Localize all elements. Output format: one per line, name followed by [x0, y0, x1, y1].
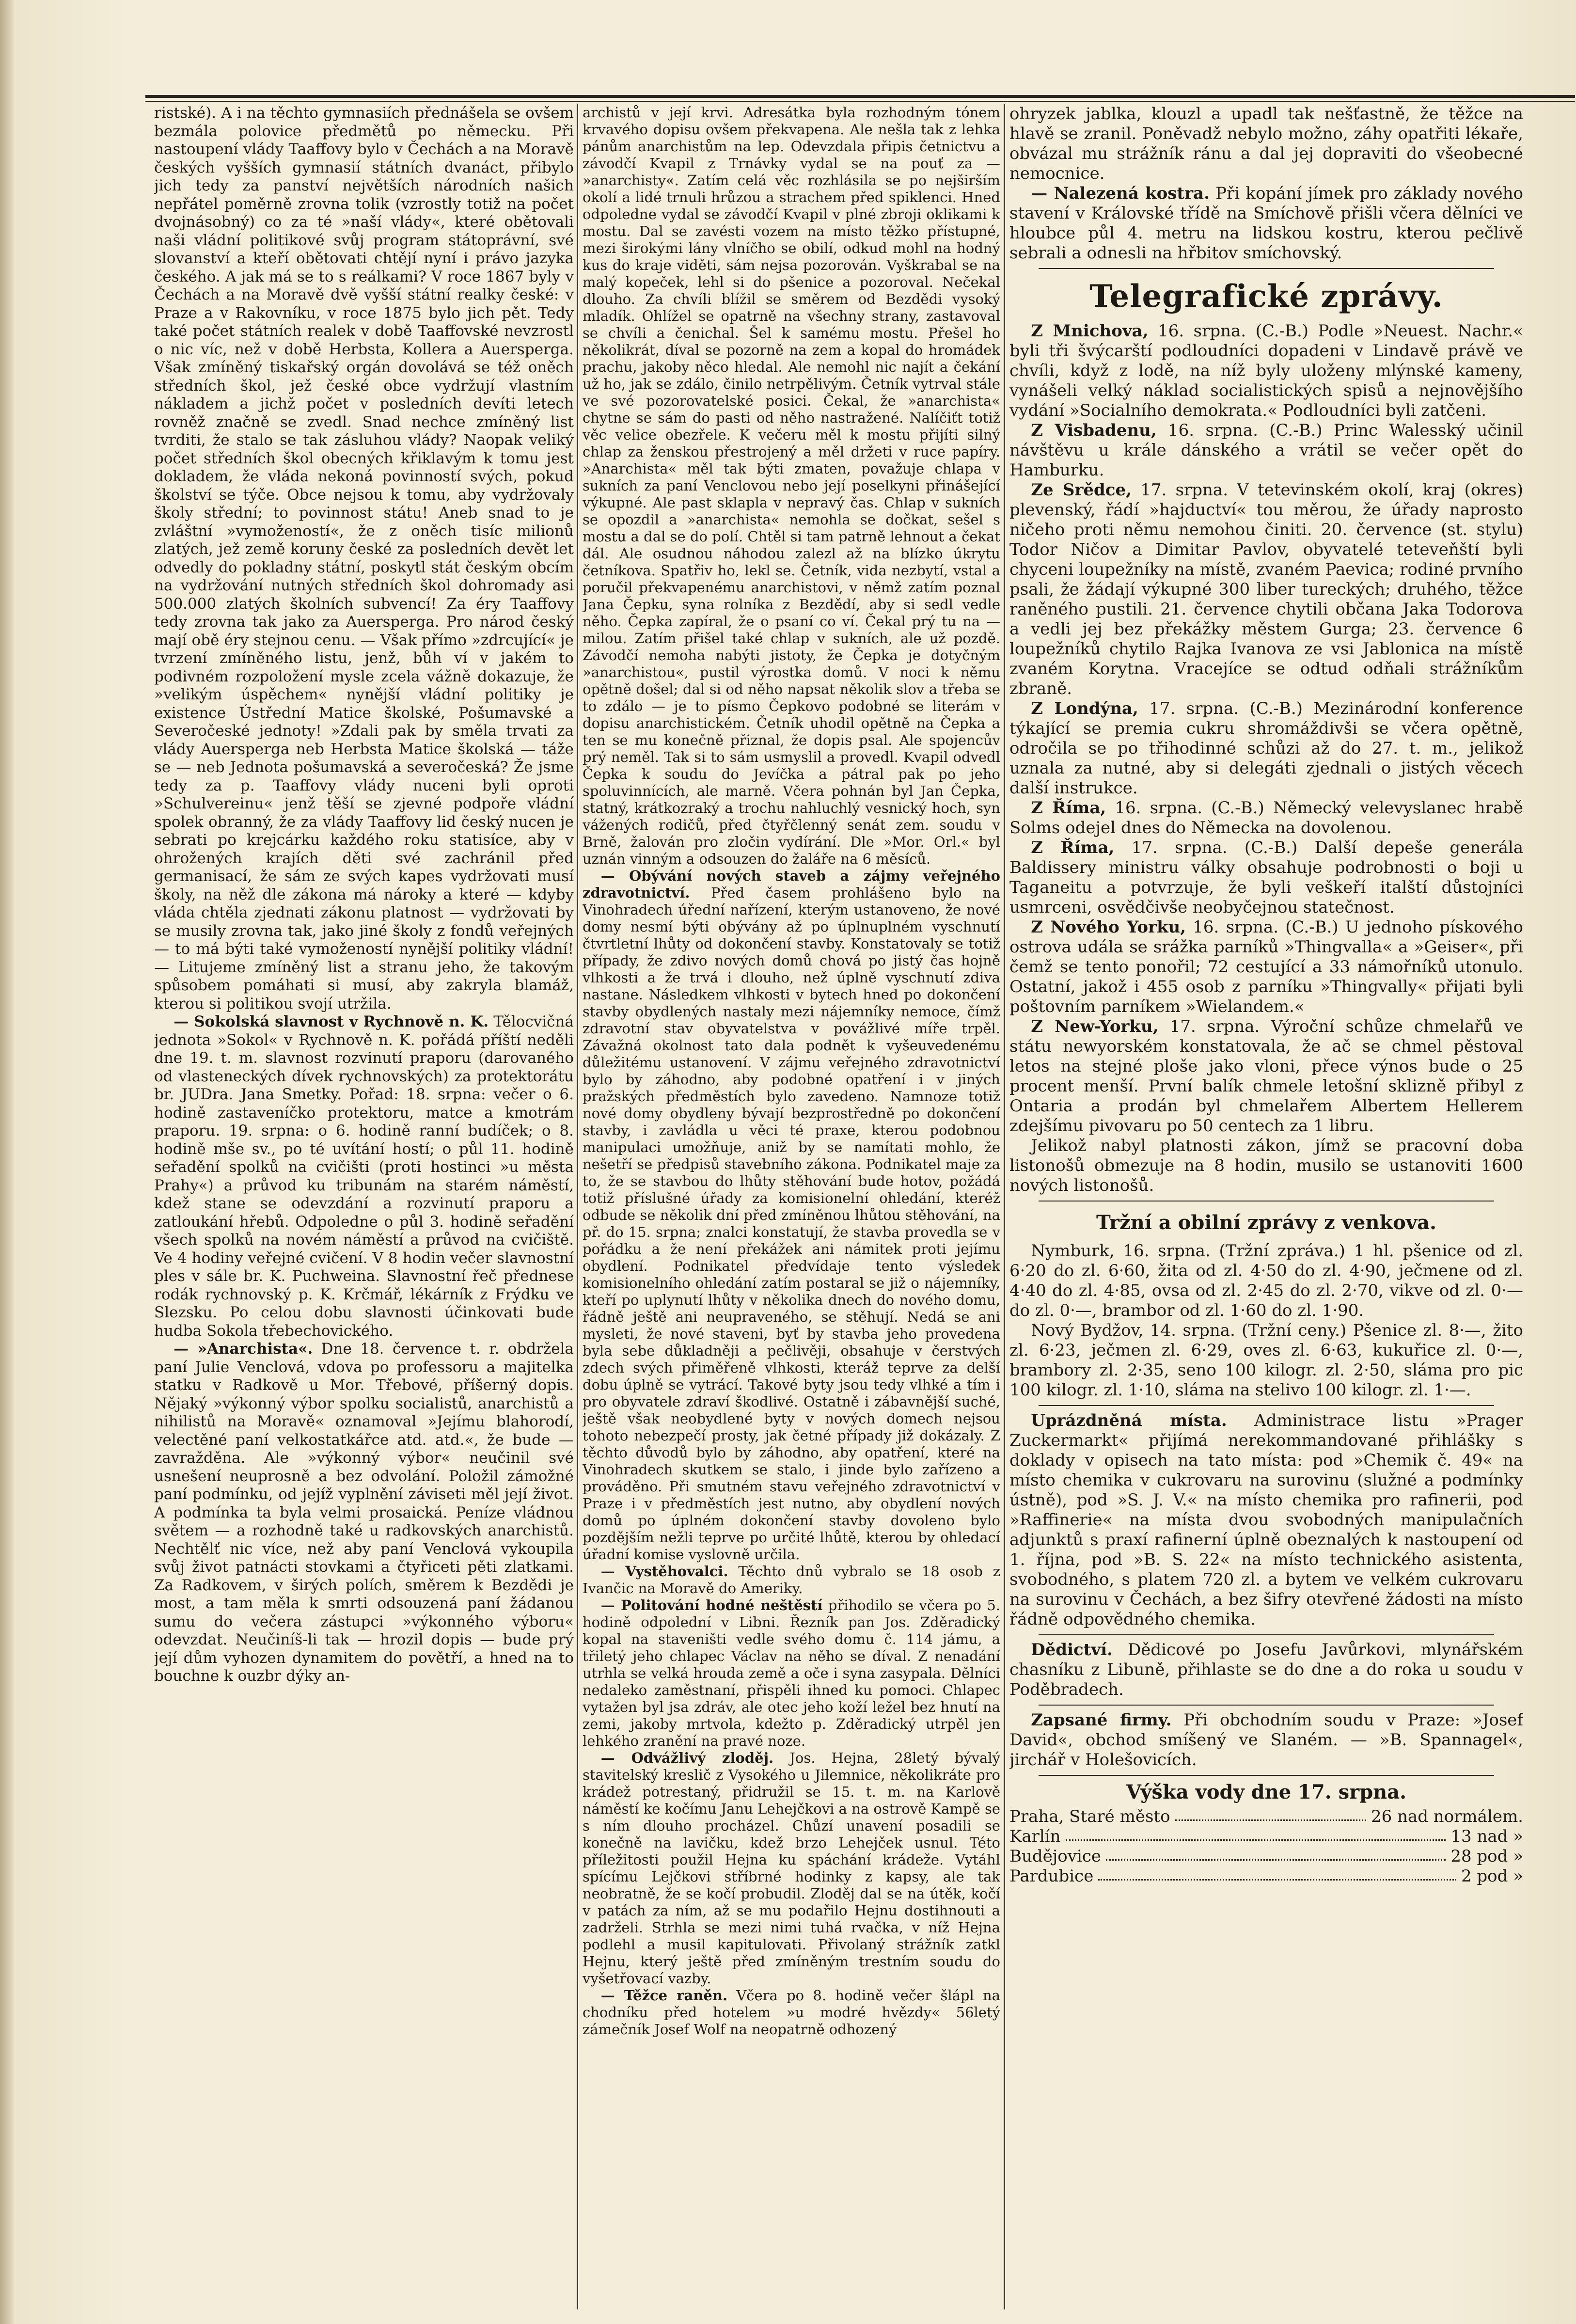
notice-title: Dědictví.	[1031, 1640, 1113, 1660]
telegram-place: Z Říma,	[1031, 838, 1115, 857]
telegram	[1009, 838, 1523, 917]
telegram	[1009, 421, 1523, 480]
article	[583, 1563, 1000, 1597]
telegram-place: Z Mnichova,	[1031, 321, 1149, 341]
telegram-place: Z Nového Yorku,	[1031, 917, 1186, 937]
article-title: — »Anarchista«.	[173, 1340, 313, 1358]
article	[583, 1750, 1000, 1987]
article	[583, 1987, 1000, 2038]
column-divider	[1004, 104, 1005, 2309]
column-divider	[577, 104, 578, 2309]
article-title: — Nalezená kostra.	[1031, 184, 1210, 203]
section-rule	[1039, 1775, 1494, 1776]
article-text: Při kopání jímek pro základy nového stavení v Královské třídě na Smíchově přišli včera dělníci ve hloubce půl 4. metru na lidskou kostru, kterou pečlivě sebrali a odnesli na hřbitov smíchovský.	[1009, 184, 1523, 263]
article-text: Tělocvičná jednota »Sokol« v Rychnově n. K. pořádá příští neděli dne 19. t. m. slavnost rozvinutí praporu (darovaného od vlasteneckých dívek rychnovských) za protektorátu br. JUDra. Jana Smetky. Pořad: 18. srpna: večer o 6. hodině zastaveníčko protektoru, matce a kmotrám praporu. 19. srpna: o 6. hodině ranní budíček; o 8. hodině mše sv., po té uvítání hostí; o půl 11. hodině seřadění spolků na cvičišti (proti hostinci »u města Prahy«) a průvod ku tribunám na starém náměstí, kdež stane se odevzdání a rozvinutí praporu a zatloukání hřebů. Odpoledne o půl 3. hodině seřadění všech spolků na novém náměstí a průvod na cvičiště. Ve 4 hodiny veřejné cvičení. V 8 hodin večer slavnostní ples v sále br. K. Puchweina. Slavnostní řeč přednese rodák rychnovský p. K. Krčmář, lékárník z Frýdku ve Slezsku. Po celou dobu slavnosti účinkovati bude hudba Sokola třebechovického.	[154, 1013, 574, 1340]
telegram-place: Z Londýna,	[1031, 699, 1138, 718]
telegram-text: 17. srpna. V tetevinském okolí, kraj (okres) plevenský, řádí »hajductví« tou měrou, že úřady naprosto ničeho proti němu nemohou činiti. 20. července (st. stylu) Todor Ničov a Dimitar Pavlov, obyvatelé teteveňští byli chyceni loupežníky na místě, zvaném Paevica; rodiné prvního psali, že žádají výkupné 300 liber tureckých; druhého, těžce raněného pustili. 21. července chytili občana Jaka Todorova a vedli jej bez překážky městem Gurga; 23. července 6 loupežníků chytilo Rajka Ivanova ze vsi Jablonica na místě zvaném Korytna. Vracejíce se odtud odňali strážníkům zbraně.	[1009, 480, 1523, 698]
notice	[1009, 1710, 1523, 1770]
telegram	[1009, 1017, 1523, 1136]
water-place: Pardubice	[1009, 1866, 1094, 1886]
notice	[1009, 1640, 1523, 1700]
notice-title: Zapsané firmy.	[1031, 1710, 1172, 1730]
market-report: Nový Bydžov, 14. srpna. (Tržní ceny.) Pšenice zl. 8·—, žito zl. 6·23, ječmen zl. 6·29, oves zl. 6·63, kukuřice zl. 0·—, brambory zl. 2·35, seno 100 kilogr. zl. 2·50, sláma pro pic 100 kilogr. zl. 1·10, sláma na stelivo 100 kilogr. zl. 1·—.	[1009, 1321, 1523, 1400]
water-place: Karlín	[1009, 1827, 1061, 1846]
notice-text: Dědicové po Josefu Javůrkovi, mlynářském chasníku z Libuně, přihlaste se do dne a do roka u soudu v Poděbradech.	[1009, 1640, 1523, 1699]
column-3	[1009, 104, 1523, 2314]
article-title: — Sokolská slavnost v Rychnově n. K.	[173, 1013, 489, 1030]
water-value: 2 pod »	[1461, 1866, 1523, 1886]
section-rule	[1039, 1634, 1494, 1635]
column-1	[154, 104, 574, 2314]
telegram-text: 17. srpna. (C.-B.) Další depeše generála Baldissery ministru války obsahuje podrobnosti o boji u Taganeitu a potvrzuje, že byli veškeří italští důstojníci usmrceni, osvědčivše neobyčejnou statečnost.	[1009, 838, 1523, 917]
telegram-text: 17. srpna. Výroční schůze chmelařů ve státu newyorském konstatovala, že ač se chmel pěstoval letos na stejné ploše jako vloni, přece výnos bude o 25 procent menší. První balík chmele letošní sklizně přibyl z Ontaria a prodán byl chmelařem Albertem Hellerem zdejšímu pivovaru po 50 centech za 1 libru.	[1009, 1017, 1523, 1136]
water-place: Budějovice	[1009, 1847, 1102, 1866]
article-title: — Odvážlivý zloděj.	[600, 1750, 774, 1766]
water-level-table	[1009, 1807, 1523, 1886]
article-text: ohryzek jablka, klouzl a upadl tak nešťastně, že těžce na hlavě se zranil. Poněvadž nebylo možno, záhy opatřiti lékaře, obvázal mu strážník ránu a dal jej dopraviti do všeobecné nemocnice.	[1009, 104, 1523, 183]
section-heading-water-levels: Výška vody dne 17. srpna.	[1126, 1781, 1407, 1803]
article-text: Včera po 8. hodině večer šlápl na chodníku před hotelem »u modré hvězdy« 56letý zámečník Josef Wolf na neopatrně odhozený	[583, 1987, 1000, 2038]
article-text: ristské). A i na těchto gymnasiích přednášela se ovšem bezmála polovice předmětů po německu. Při nastoupení vlády Taaffovy bylo v Čechách a na Moravě českých vyšších gymnasií státních dvanáct, přibylo jich tedy za panství největších národních našich nepřátel poměrně zrovna tolik (vzrostly totiž na počet dvojnásobný) co za té »naší vlády«, které obětovali naši vládní politikové svůj program státoprávní, své slovanství a kteří obětovati chtějí nyní i právo jazyka českého. A jak má se to s reálkami? V roce 1867 byly v Čechách a na Moravě dvě vyšší státní realky české: v Praze a v Rakovníku, v roce 1875 bylo jich pět. Tedy také počet státních realek v době Taaffovské nevzrostl o nic víc, než v době Herbsta, Kollera a Auersperga. Však zmíněný tiskařský orgán dovolává se též oněch středních škol, jež české obce vydržují vlastním nákladem a jichž počet v posledních devíti letech rovněž značně se zvedl. Snad nechce zmíněný list tvrditi, že stalo se tak zásluhou vlády? Naopak veliký počet středních škol obecných křiklavým k tomu jest dokladem, že vláda nekoná povinností svých, pokud školství se týče. Obce nejsou k tomu, aby vydržovaly školy střední; to povinnost státu! Aneb snad to je zvláštní »vymožeností«, že z oněch tisíc milionů zlatých, jež země koruny české za posledních devět let odvedly do pokladny státní, poskytl stát českým obcím na vydržování nutných středních škol dohromady asi 500.000 zlatých školních subvencí! Za éry Taaffovy tedy zrovna tak jako za Auersperga. Pro národ český mají obě éry stejnou cenu. — Však přímo »zdrcující« je tvrzení zmíněného listu, jenž, bůh ví v jakém to podivném rozpoložení mysle zcela vážně dokazuje, že »velikým úspěchem« nynější vládní politiky je existence Ústřední Matice školské, Pošumavské a Severočeské jednoty! »Zdali pak by směla trvati za vlády Auersperga neb Herbsta Matice školská — táže se — neb Jednota pošumavská a severočeská? Že jsme tedy za p. Taaffovy vlády nuceni byli oproti »Schulvereinu« jenž těší se zjevné podpoře vládní spolek obranný, že za vlády Taaffovy lid český nucen je sebrati po krejcárku každého roku statisíce, aby v ohrožených krajích děti své zachránil před germanisací, že sám ze svých kapes vydržovati musí školy, na něž dle zákona má nároky a které — kdyby vláda chtěla zjednati zákonu platnost — vydržovati by se musily zrovna tak, jako jiné školy z fondů veřejných — to má býti také vymožeností nynější politiky vládní! — Litujeme zmíněný list a stranu jeho, že takovým spůsobem pomáhati si musí, aby zakryla blamáž, kterou si politikou svojí utržila.	[154, 104, 574, 1012]
water-level-row	[1009, 1827, 1523, 1847]
article-text: archistů v její krvi. Adresátka byla rozhodným tónem krvavého dopisu ovšem překvapena. Ale nešla tak z lehka pánům anarchistům na lep. Odevzdala připis četnictvu a závodčí Kvapil z Trnávky vydal se na pouť za — »anarchisty«. Zatím celá věc rozhlásila se po nejširším okolí a lidé trnuli hrůzou a strachem před spiklenci. Hned odpoledne vydal se závodčí Kvapil v plné zbroji oklikami k mostu. Dal se zavésti vozem na místo těžko přístupné, mezi širokými lány vlníčho se obilí, odkud mohl na hodný kus do kraje viděti, sám nejsa pozorován. Vyškrabal se na malý kopeček, lehl si do pšenice a pozoroval. Nečekal dlouho. Za chvíli blížil se směrem od Bezdědi vysoký mladík. Ohlížel se opatrně na všechny strany, zastavoval se chvíli a čenichal. Šel k samému mostu. Přešel ho několikrát, díval se pozorně na zem a kopal do hromádek prachu, jakoby něco hledal. Ale nemohl nic najít a čekání už ho, jak se zdálo, činilo netrpělivým. Četník vytrval stále ve své pozorovatelské posici. Čekal, že »anarchista« chytne se sám do pasti od něho nastražené. Nalíčiťt totiž věc velice obezřele. K večeru měl k mostu přijíti silný chlap za ženskou přestrojený a měl držeti v ruce papíry. »Anarchista« měl tak býti zmaten, považuje chlapa v sukních za paní Venclovou nebo její poselkyni přinášející výkupné. Ale past sklapla v nepravý čas. Chlap v sukních se opozdil a »anarchista« nemohla se dočkat, sešel s mostu a dal se do polí. Chtěl si tam patrně lehnout a čekat dál. Ale osudnou náhodou zalezl až na blízko úkrytu četníkova. Spatřiv ho, lekl se. Četník, vida nezbytí, vstal a poručil překvapenému anarchistovi, v němž zatím poznal Jana Čepku, syna rolníka z Bezdědí, aby si sedl vedle něho. Čepka zapíral, že o psaní co ví. Čekal prý tu na — milou. Zatím přišel také chlap v sukních, ale už pozdě. Závodčí nemoha nabýti jistoty, že Čepka je dotyčným »anarchistou«, pustil výrostka domů. V noci k němu opětně došel; dal si od něho napsat několik slov a třeba se to zdálo — je to písmo Čepkovo podobné se literám v dopisu anarchistickém. Četník uhodil opětně na Čepka a ten se mu konečně přiznal, že dopis psal. Ale spojencův prý neměl. Tak si to sám usmyslil a provedl. Kvapil odvedl Čepka k soudu do Jevíčka a pátral pak po jeho spoluvinnících, ale marně. Včera pohnán byl Jan Čepka, statný, krátkozraký a trochu nahluchlý vesnický hoch, syn vážených rodičů, před čtyřčlenný senát zem. soudu v Brně, žalován pro zločin vydírání. Dle »Mor. Orl.« byl uznán vinným a odsouzen do žaláře na 6 měsíců.	[583, 104, 1000, 867]
article-text: Před časem prohlášeno bylo na Vinohradech úřední nařízení, kterým ustanoveno, že nové domy nesmí býti obývány až po úplnuplném vyschnutí čtvrtletní lhůty od dokončení stavby. Konstatovaly se totiž případy, že zdivo nových domů chová po jistý čas hojně vlhkosti a že trvá i dlouho, než úplně vyschnutí zdiva nastane. Následkem vlhkosti v bytech hned po dokončení stavby obydlených nastaly mezi nájemníky nemoce, čímž zdravotní stav obyvatelstva v povážlivé míře trpěl. Závažná okolnost tato dala podnět k vyšeuvedenému důležitému ustanovení. V zájmu veřejného zdravotnictví bylo by záhodno, aby podobné opatření i v jiných pražských předměstích bylo zavedeno. Namnoze totiž nové domy obydleny bývají bezprostředně po dokončení stavby, i zavládla u věci té praxe, kterou podobnou manipulaci umožňuje, aniž by se namítati mohlo, že nešetří se předpisů stavebního zákona. Podnikatel maje za to, že se stavbou do lhůty stěhování bude hotov, požádá totiž příslušné úřady za komisionelní ohledání, kteréž odbude se několik dní před zmíněnou lhůtou stěhování, na př. do 15. srpna; znalci konstatují, že stavba provedla se v pořádku a že není překážek ani námitek proti jejímu obydlení. Podnikatel předvídaje tento výsledek komisionelního ohledání zatím postaral se již o nájemníky, kteří po uplynutí lhůty v několika dnech do nového domu, řádně ještě ani neupraveného, se stěhují. Nedá se ani mysleti, že nové staveni, byť by stavba jeho provedena byla sebe důkladněji a pečlivěji, obsahuje v čerstvých zdech svých přiměřeně vlhkosti, kteráž teprve za delší dobu úplně se vytrácí. Takové byty jsou tedy vlhké a tím i pro obyvatele zdraví škodlivé. Ostatně i zábavnější suché, ještě však neobydlené byty v nových domech nejsou tohoto nebezpečí prosty, jak četné případy již dokázaly. Z těchto důvodů bylo by záhodno, aby opatření, které na Vinohradech skutkem se stalo, i jinde bylo zařízeno a prováděno. Při smutném stavu veřejného zdravotnictví v Praze i v předměstích jest nutno, aby obydlení nových domů po úplném dokončení stavby dovoleno bylo pozdějším nežli teprve po určité lhůtě, kterou by ohledací úřadní komise vyslovně určila.	[583, 885, 1000, 1563]
article-title: — Vystěhovalci.	[600, 1563, 728, 1580]
water-value: 28 pod »	[1450, 1847, 1523, 1866]
section-rule	[1039, 1201, 1494, 1202]
section-heading-telegrams: Telegrafické zprávy.	[1089, 278, 1443, 315]
header-rule-thin	[145, 101, 1575, 102]
telegram-text: 16. srpna. (C.-B.) Princ Walesský učinil návštěvu u krále dánského a vrátil se večer opět do Hamburku.	[1009, 421, 1523, 480]
telegram-text: Jelikož nabyl platnosti zákon, jímž se pracovní doba listonošů obmezuje na 8 hodin, musilo se ustanoviti 1600 nových listonošů.	[1009, 1136, 1523, 1195]
water-level-row	[1009, 1807, 1523, 1827]
article-title: — Politování hodné neštěstí	[600, 1597, 823, 1613]
article-text: Těchto dnů vybralo se 18 osob z Ivančic na Moravě do Ameriky.	[583, 1563, 1000, 1597]
telegram-place: Z Říma,	[1031, 798, 1106, 818]
page-binding-edge	[0, 0, 14, 2324]
water-value: 26 nad normálem.	[1371, 1807, 1523, 1826]
notice-text: Při obchodním soudu v Praze: »Josef David«, obchod smíšený ve Slaném. — »B. Spannagel«, jirchář v Holešovicích.	[1009, 1710, 1523, 1770]
telegram-place: Ze Srědce,	[1031, 480, 1132, 500]
telegram-place: Z New-Yorku,	[1031, 1017, 1159, 1036]
notice	[1009, 1411, 1523, 1629]
section-rule	[1039, 1705, 1494, 1706]
telegram	[1009, 798, 1523, 838]
water-value: 13 nad »	[1450, 1827, 1523, 1846]
article	[583, 1597, 1000, 1750]
telegram	[1009, 480, 1523, 699]
telegram	[1009, 321, 1523, 421]
article-title: — Obývání nových staveb a zájmy veřejného zdravotnictví.	[583, 868, 1000, 901]
telegram	[1009, 917, 1523, 1017]
article	[583, 868, 1000, 1563]
telegram-text: 16. srpna. (C.-B.) U jednoho pískového ostrova udála se srážka parníků »Thingvalla« a »Geiser«, při čemž se tento ponořil; 72 cestující a 33 námořníků utonulo. Ostatní, jakož i 455 osob z parníku »Thingvally« přijati byli poštovním parníkem »Wielandem.«	[1009, 917, 1523, 1016]
water-level-row	[1009, 1866, 1523, 1886]
section-rule	[1039, 268, 1494, 269]
header-rule-thick	[145, 95, 1575, 98]
article-text: Jos. Hejna, 28letý bývalý stavitelský kreslič z Vysokého u Jilemnice, několikráte pro krádež potrestaný, přidružil se 15. t. m. na Karlově náměstí ke kočímu Janu Lehejčkovi a na ostrově Kampě se s ním dlouho procházel. Chůzí unavení posadili se konečně na lavičku, kdež brzo Lehejček usnul. Této příležitosti použil Hejna ku spáchání krádeže. Vytáhl spícímu Lejčkovi stříbrné hodinky z kapsy, ale tak neobratně, že se kočí probudil. Zloděj dal se na útěk, kočí v patách za ním, až se mu podařilo Hejnu dostihnouti a zadrželi. Strhla se mezi nimi tuhá rvačka, v níž Hejna podlehl a musil kapitulovati. Přivolaný strážník zatkl Hejnu, který ještě před zmíněným trestním soudu do vyšetřovací vazby.	[583, 1750, 1000, 1987]
telegram-text: 16. srpna. (C.-B.) Podle »Neuest. Nachr.« byli tři švýcarští podloudníci dopadeni v Lindavě právě ve chvíli, když z lodě, na níž byly uloženy mlýnské kameny, vynášeli velký náklad socialistických spisů a nejnovějšího vydání »Socialního demokrata.« Podloudníci byli zatčeni.	[1009, 321, 1523, 420]
telegram-place: Z Visbadenu,	[1031, 421, 1157, 440]
telegram-text: 17. srpna. (C.-B.) Mezinárodní konference týkající se premia cukru shromáždivši se včera opětně, odročila se po třihodinné schůzi až do 27. t. m., jelikož uznala za nutné, aby si delegáti zjednali o jistých věcech další instrukce.	[1009, 699, 1523, 798]
article-text: přihodilo se včera po 5. hodině odpolední v Libni. Řezník pan Jos. Zděradický kopal na staveništi vedle svého domu č. 114 jámu, a třiletý jeho chlapec Václav na něho se díval. Z nenadání utrhla se velká hrouda země a oče i syna zasypala. Dělníci nedaleko zaměstnaní, přispěli ihned ku pomoci. Chlapec vytažen byl jsa zdráv, ale otec jeho koží ležel bez hnutí na zemi, jakoby mrtvola, kdežto p. Zděradický utrpěl jen lehkého zranění na pravé noze.	[583, 1597, 1000, 1749]
article-title: — Těžce raněn.	[600, 1987, 728, 2004]
telegram	[1009, 699, 1523, 798]
market-report: Nymburk, 16. srpna. (Tržní zpráva.) 1 hl. pšenice od zl. 6·20 do zl. 6·60, žita od zl. 4·50 do zl. 4·90, ječmene od zl. 4·40 do zl. 4·85, ovsa od zl. 2·45 do zl. 2·70, vikve od zl. 0·— do zl. 0·—, brambor od zl. 1·60 do zl. 1·90.	[1009, 1241, 1523, 1320]
article	[154, 1340, 574, 1686]
section-heading-markets: Tržní a obilní zprávy z venkova.	[1096, 1211, 1436, 1234]
article	[154, 1013, 574, 1340]
notice-text: Administrace listu »Prager Zuckermarkt« přijímá nerekommandované přihlášky s doklady v opisech na tato místa: pod »Chemik č. 49« na místo chemika v cukrovaru na surovinu (služné a podmínky ústně), pod »S. J. V.« na místo chemika pro rafinerii, pod »Raffinerie« na místa dvou svobodných manipulačních adjunktů s praxí rafinerní úplně obeznalých k nastoupení od 1. října, pod »B. S. 22« na místo technického asistenta, svobodného, s platem 720 zl. a bytem ve velkém cukrovaru na surovinu v Čechách, a bez šifry otevřené žádosti na místo řádně odpovědného chemika.	[1009, 1411, 1523, 1629]
water-level-row	[1009, 1847, 1523, 1866]
column-2	[583, 104, 1000, 2314]
article	[1009, 184, 1523, 263]
notice-title: Uprázdněná místa.	[1031, 1411, 1227, 1430]
article-text: Dne 18. července t. r. obdržela paní Julie Venclová, vdova po professoru a majitelka statku v Radkově u Mor. Třebové, příšerný dopis. Nějaký »výkonný výbor spolku socialistů, anarchistů a nihilistů na Moravě« oznamoval »Jejímu blahorodí, velectěné paní velkostatkářce atd. atd.«, že bude — zavražděna. Ale »výkonný výbor« neučinil své usnešení neuprosně a bez odvolání. Položil zámožné paní podmínku, od jejíž vyplnění záviseti měl její život. A podmínka ta byla velmi prosaická. Peníze vládnou světem — a rozhodně také u radkovských anarchistů. Nechtělť nic více, než aby paní Venclová vykoupila svůj život patnácti stovkami a čtyřiceti pěti zlatkami. Za Radkovem, v širých polích, směrem k Bezdědi je most, a tam měla k smrti odsouzená paní žádanou sumu do večera zástupci »výkonného výboru« odevzdat. Neučiníš-li tak — hrozil dopis — bude prý její dům vyhozen dynamitem do povětří, a hned na to bouchne k ouzbr dýky an-	[154, 1340, 574, 1685]
telegram-text: 16. srpna. (C.-B.) Německý velevyslanec hrabě Solms odejel dnes do Německa na dovolenou.	[1009, 798, 1523, 838]
water-place: Praha, Staré město	[1009, 1807, 1170, 1826]
section-rule	[1039, 1405, 1494, 1406]
